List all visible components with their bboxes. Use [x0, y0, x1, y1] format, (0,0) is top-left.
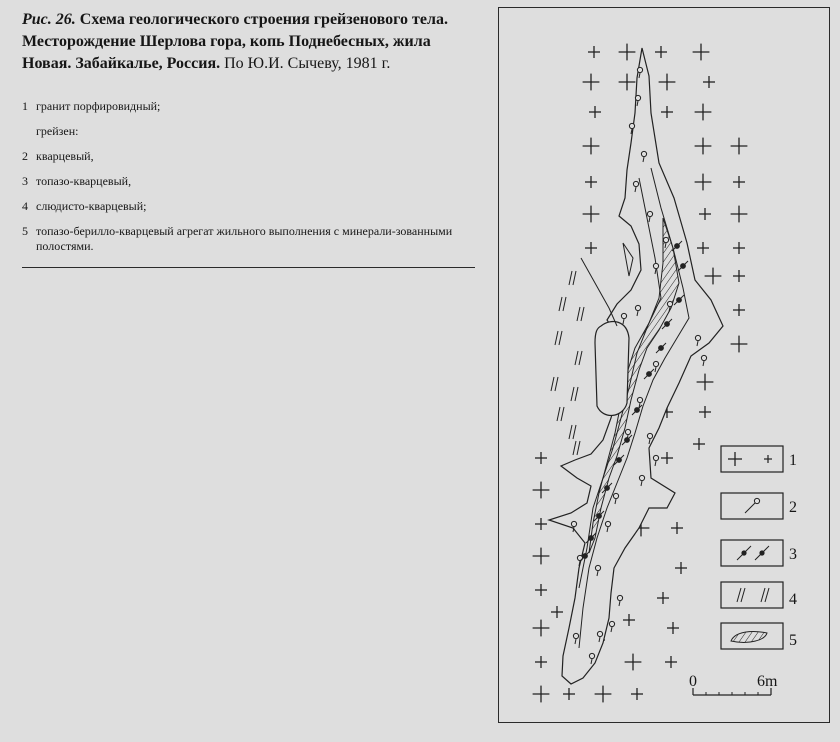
granite-cross — [655, 46, 667, 58]
granite-cross — [671, 522, 683, 534]
granite-cross — [733, 304, 745, 316]
granite-cross — [625, 654, 642, 671]
granite-cross — [731, 138, 748, 155]
legend-item-5: 5 топазо-берилло-кварцевый агрегат жильного выполнения с минерали-зованными полостями. — [22, 224, 453, 253]
granite-cross — [631, 688, 643, 700]
mica-symbol — [569, 271, 576, 285]
granite-cross — [619, 74, 636, 91]
mica-symbol — [551, 377, 558, 391]
granite-cross — [619, 44, 636, 61]
figure-title: Схема геологического строения грейзенового тела. Месторождение Шерлова гора, копь Поднебесных, жила Новая. Забайкалье, Россия. — [22, 11, 448, 72]
granite-cross — [657, 592, 669, 604]
map-legend-label-4: 4 — [789, 591, 797, 608]
granite-cross — [533, 548, 550, 565]
legend-item-3: 3 топазо-кварцевый, — [22, 174, 132, 188]
granite-cross — [535, 518, 547, 530]
granite-cross — [703, 76, 715, 88]
map-legend-label-2: 2 — [789, 499, 797, 516]
granite-cross — [563, 688, 575, 700]
map-legend — [721, 446, 797, 649]
quartz-symbol — [617, 595, 622, 606]
granite-cross — [535, 452, 547, 464]
mica-symbol — [575, 351, 582, 365]
mica-symbol — [569, 425, 576, 439]
granite-cross — [733, 270, 745, 282]
legend-group-greisen: грейзен: — [36, 124, 79, 138]
geology-map — [498, 7, 830, 723]
granite-cross — [623, 614, 635, 626]
mica-symbol — [577, 307, 584, 321]
granite-cross — [693, 438, 705, 450]
mica-quartz-symbols — [551, 271, 584, 455]
geology-map-svg — [499, 8, 830, 723]
granite-cross — [697, 242, 709, 254]
granite-cross — [595, 686, 612, 703]
granite-cross — [733, 176, 745, 188]
granite-cross — [583, 74, 600, 91]
granite-cross — [699, 208, 711, 220]
granite-cross — [695, 138, 712, 155]
legend-item-1: 1 гранит порфировидный; — [22, 99, 161, 113]
figure-caption — [22, 9, 472, 75]
granite-cross — [583, 138, 600, 155]
scale-bar — [689, 673, 778, 695]
granite-cross — [675, 562, 687, 574]
quartz-symbol — [653, 455, 658, 466]
granite-cross — [535, 584, 547, 596]
granite-cross — [585, 242, 597, 254]
mica-symbol — [571, 387, 578, 401]
granite-cross — [661, 452, 673, 464]
granite-cross — [589, 106, 601, 118]
granite-cross — [659, 74, 676, 91]
caption-divider — [22, 267, 475, 268]
granite-cross — [661, 106, 673, 118]
granite-cross — [551, 606, 563, 618]
granite-cross — [535, 656, 547, 668]
granite-cross — [699, 406, 711, 418]
granite-cross — [731, 336, 748, 353]
granite-cross — [665, 656, 677, 668]
legend-list — [22, 99, 462, 264]
legend-item-4: 4 слюдисто-кварцевый; — [22, 199, 147, 213]
granite-cross — [585, 176, 597, 188]
granite-cross — [533, 686, 550, 703]
map-legend-label-3: 3 — [789, 546, 797, 563]
granite-block — [595, 322, 629, 416]
quartz-symbol — [609, 621, 614, 632]
map-legend-label-1: 1 — [789, 452, 797, 469]
map-legend-label-5: 5 — [789, 632, 797, 649]
granite-cross — [695, 104, 712, 121]
contact-line-2 — [623, 243, 633, 276]
mica-symbol — [573, 441, 580, 455]
granite-cross — [533, 482, 550, 499]
granite-cross — [533, 620, 550, 637]
granite-cross — [731, 206, 748, 223]
scale-zero: 0 — [689, 673, 697, 690]
granite-cross — [588, 46, 600, 58]
mica-symbol — [555, 331, 562, 345]
legend-item-2: 2 кварцевый, — [22, 149, 94, 163]
quartz-symbol — [701, 355, 706, 366]
granite-cross — [697, 374, 714, 391]
granite-cross — [695, 174, 712, 191]
granite-cross — [583, 206, 600, 223]
figure-source: По Ю.И. Сычеву, 1981 г. — [224, 55, 391, 72]
mica-symbol — [557, 407, 564, 421]
granite-cross — [733, 242, 745, 254]
granite-cross — [667, 622, 679, 634]
figure-number: Рис. 26. — [22, 11, 76, 28]
granite-cross — [693, 44, 710, 61]
scale-end: 6m — [757, 673, 778, 690]
mica-symbol — [559, 297, 566, 311]
granite-cross — [705, 268, 722, 285]
